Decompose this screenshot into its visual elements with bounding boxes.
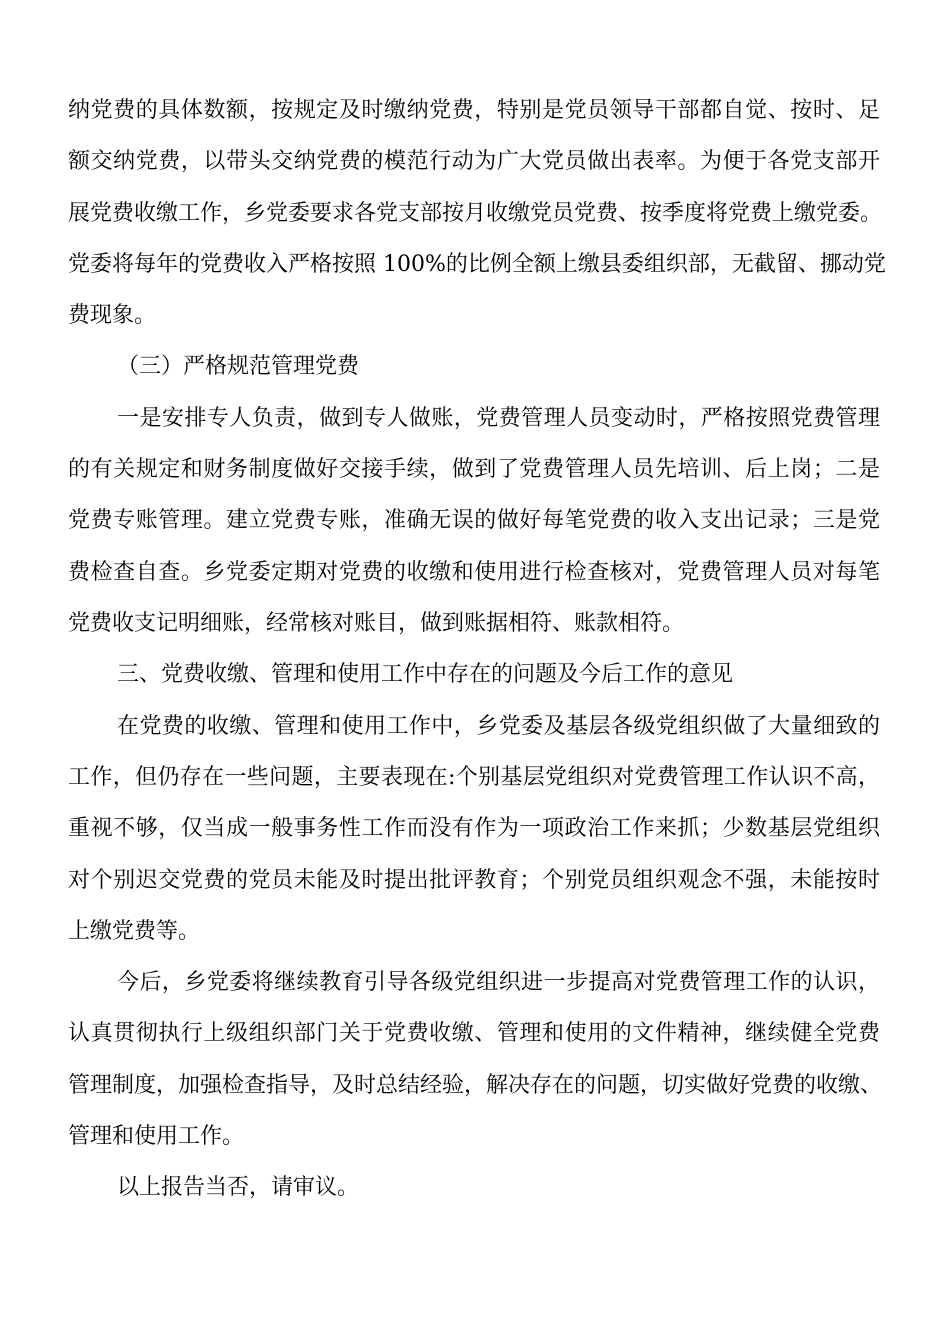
closing-line: 以上报告当否，请审议。 [117, 1175, 360, 1200]
body-text-line: 党费收支记明细账，经常核对账目，做到账据相符、账款相符。 [68, 611, 685, 636]
body-text-line: 纳党费的具体数额，按规定及时缴纳党费，特别是党员领导干部都自觉、按时、足 [68, 98, 880, 123]
body-text-line: 一是安排专人负责，做到专人做账，党费管理人员变动时，严格按照党费管理 [117, 406, 880, 431]
section-heading: （三）严格规范管理党费 [117, 354, 360, 379]
body-text-line: 重视不够，仅当成一般事务性工作而没有作为一项政治工作来抓；少数基层党组织 [68, 816, 880, 841]
body-text-line: 管理制度，加强检查指导，及时总结经验，解决存在的问题，切实做好党费的收缴、 [68, 1073, 883, 1098]
body-text-line: 管理和使用工作。 [68, 1124, 245, 1149]
body-text-line: 上缴党费等。 [68, 919, 201, 944]
body-text-line: 今后，乡党委将继续教育引导各级党组织进一步提高对党费管理工作的认识， [117, 970, 880, 995]
body-text-line: 的有关规定和财务制度做好交接手续，做到了党费管理人员先培训、后上岗；二是 [68, 457, 880, 482]
body-text-line: 费检查自查。乡党委定期对党费的收缴和使用进行检查核对，党费管理人员对每笔 [68, 560, 880, 585]
body-text-line: 对个别迟交党费的党员未能及时提出批评教育；个别党员组织观念不强，未能按时 [68, 868, 880, 893]
body-text-line: 党委将每年的党费收入严格按照 100%的比例全额上缴县委组织部，无截留、挪动党 [68, 252, 886, 277]
body-text-line: 额交纳党费，以带头交纳党费的模范行动为广大党员做出表率。为便于各党支部开 [68, 149, 880, 174]
body-text-line: 费现象。 [68, 303, 157, 328]
body-text-line: 认真贯彻执行上级组织部门关于党费收缴、管理和使用的文件精神，继续健全党费 [68, 1021, 880, 1046]
body-text-line: 党费专账管理。建立党费专账，准确无误的做好每笔党费的收入支出记录；三是党 [68, 508, 880, 533]
section-heading: 三、党费收缴、管理和使用工作中存在的问题及今后工作的意见 [117, 662, 734, 687]
body-text-line: 展党费收缴工作，乡党委要求各党支部按月收缴党员党费、按季度将党费上缴党委。 [68, 201, 883, 226]
body-text-line: 在党费的收缴、管理和使用工作中，乡党委及基层各级党组织做了大量细致的 [117, 714, 880, 739]
body-text-line: 工作，但仍存在一些问题，主要表现在:个别基层党组织对党费管理工作认识不高， [68, 765, 880, 790]
